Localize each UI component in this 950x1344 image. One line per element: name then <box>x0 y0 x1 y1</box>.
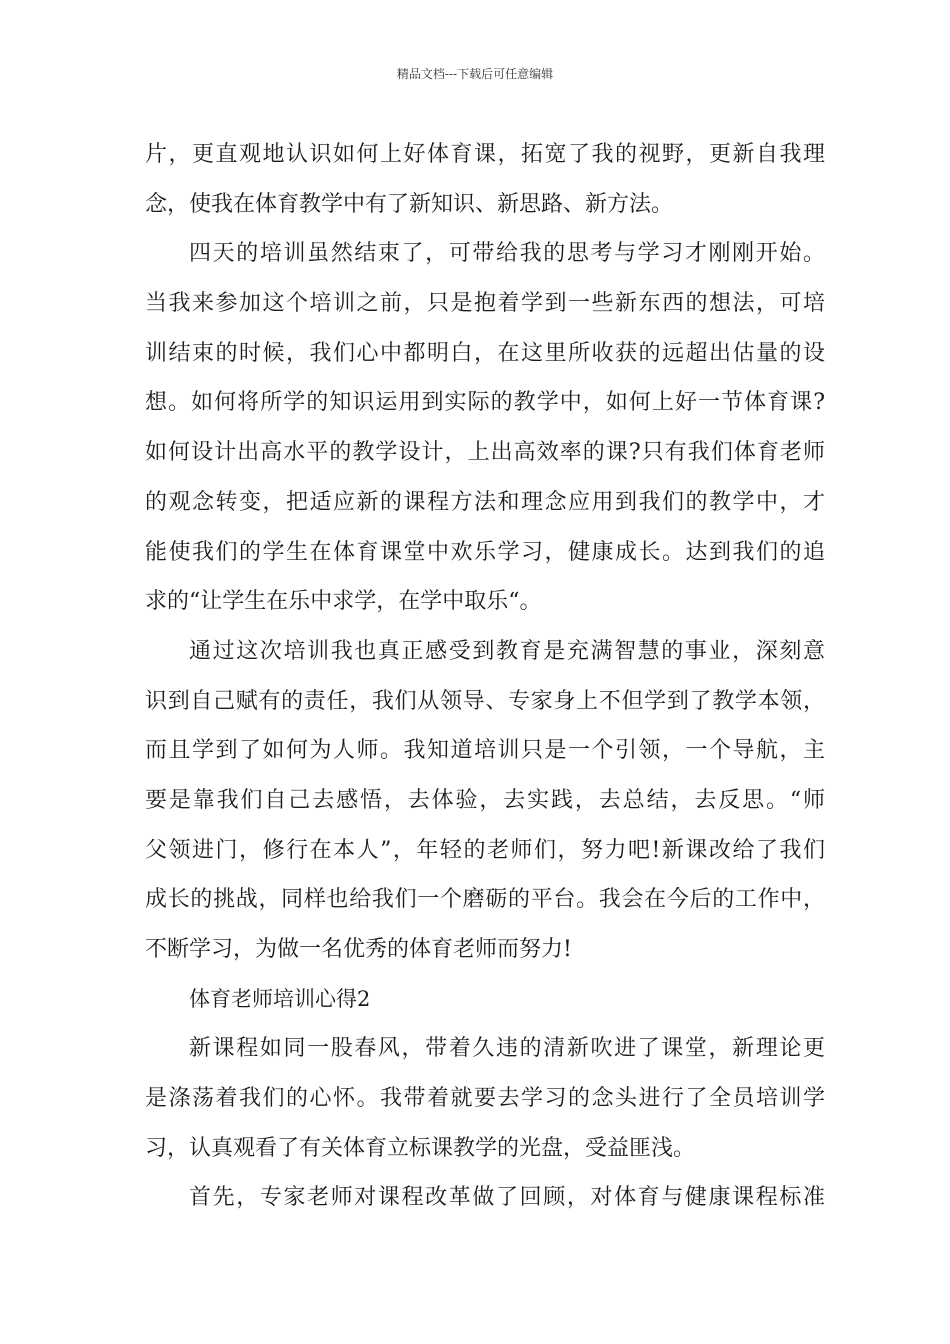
document-body <box>145 130 825 1223</box>
text-line: 习，认真观看了有关体育立标课教学的光盘，受益匪浅。 <box>145 1135 696 1161</box>
paragraph-first-line: 通过这次培训我也真正感受到教育是充满智慧的事业，深刻意 <box>189 638 825 664</box>
paragraph-first-line: 新课程如同一股春风，带着久违的清新吹进了课堂，新理论更 <box>189 1036 825 1062</box>
text-line: 要是靠我们自己去感悟，去体验，去实践，去总结，去反思。“师 <box>145 787 825 813</box>
text-line: 识到自己赋有的责任，我们从领导、专家身上不但学到了教学本领， <box>145 688 825 714</box>
page-header: 精品文档---下载后可任意编辑 <box>396 67 554 81</box>
text-line: 而且学到了如何为人师。我知道培训只是一个引领，一个导航，主 <box>145 738 825 764</box>
text-line: 成长的挑战，同样也给我们一个磨砺的平台。我会在今后的工作中， <box>145 887 825 913</box>
text-line: 父领进门，修行在本人”，年轻的老师们，努力吧!新课改给了我们 <box>145 837 825 863</box>
text-line: 不断学习，为做一名优秀的体育老师而努力! <box>145 937 572 962</box>
text-line: 念，使我在体育教学中有了新知识、新思路、新方法。 <box>145 191 674 217</box>
text-line: 片，更直观地认识如何上好体育课，拓宽了我的视野，更新自我理 <box>145 142 825 167</box>
section-heading: 体育老师培训心得2 <box>189 986 371 1011</box>
text-line: 想。如何将所学的知识运用到实际的教学中，如何上好一节体育课? <box>145 390 825 416</box>
text-line: 训结束的时候，我们心中都明白，在这里所收获的远超出估量的设 <box>145 340 825 366</box>
paragraph-first-line: 四天的培训虽然结束了，可带给我的思考与学习才刚刚开始。 <box>189 241 825 267</box>
text-line: 如何设计出高水平的教学设计，上出高效率的课?只有我们体育老师 <box>145 440 825 466</box>
text-line: 能使我们的学生在体育课堂中欢乐学习，健康成长。达到我们的追 <box>145 539 825 565</box>
paragraph-first-line: 首先，专家老师对课程改革做了回顾，对体育与健康课程标准 <box>189 1185 825 1211</box>
text-line: 是涤荡着我们的心怀。我带着就要去学习的念头进行了全员培训学 <box>145 1086 825 1112</box>
text-line: 求的“让学生在乐中求学，在学中取乐“。 <box>145 589 542 615</box>
text-line: 当我来参加这个培训之前，只是抱着学到一些新东西的想法，可培 <box>145 291 825 317</box>
text-line: 的观念转变，把适应新的课程方法和理念应用到我们的教学中，才 <box>145 489 825 515</box>
